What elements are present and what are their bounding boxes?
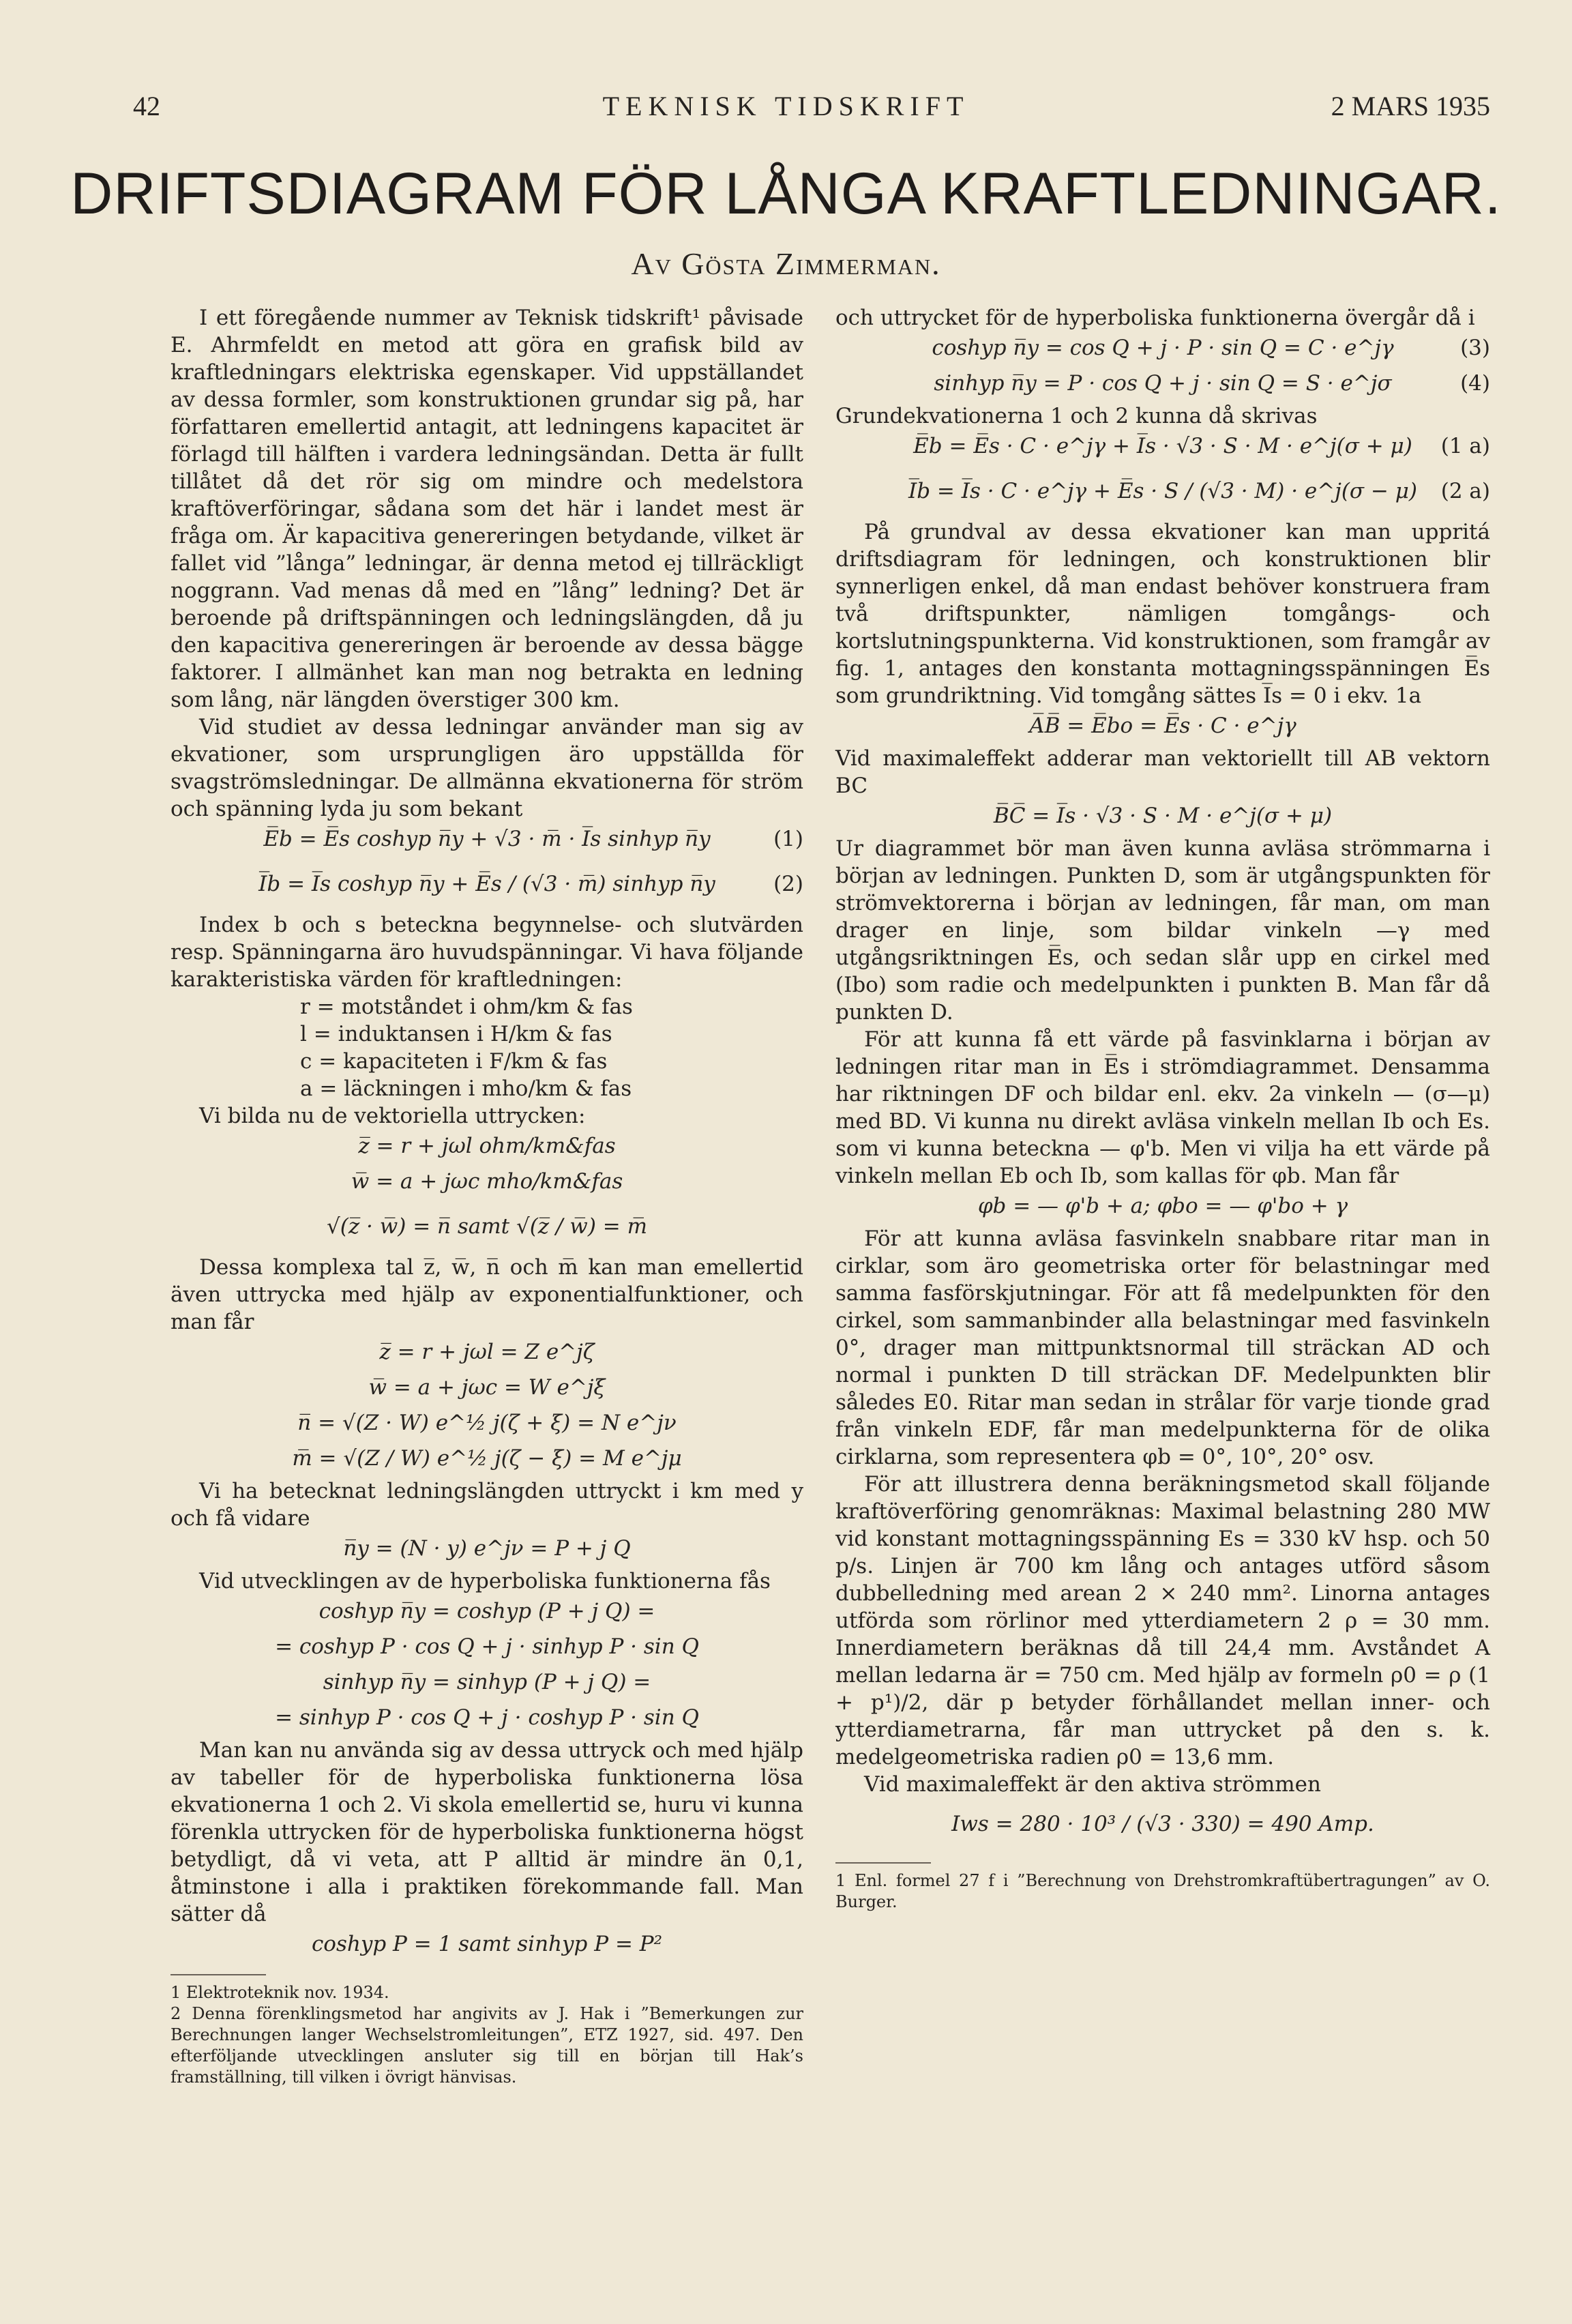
equation [170,1442,803,1477]
paragraph: Vid maximaleffekt är den aktiva strömmen [864,1772,1321,1797]
equation-body: A̅B̅ = E̅bo = E̅s · C · e^jγ [1029,714,1296,738]
journal-name: TEKNISK TIDSKRIFT [602,91,970,121]
equation-body: w̅ = a + jωc = W e^jξ [368,1375,606,1400]
equation [170,1532,803,1568]
definition: c = kapaciteten i F/km & fas [300,1049,608,1074]
paragraph: Vi ha betecknat ledningslängden uttryckt i km med y och få vidare [170,1479,803,1531]
equation-number: (2 a) [1440,479,1490,503]
equation-number: (1 a) [1440,434,1490,458]
equation-body: coshyp n̅y = cos Q + j · P · sin Q = C · e^jγ [932,336,1394,360]
page-number: 42 [133,91,160,121]
equation [170,1407,803,1442]
right-column [835,304,1490,1913]
paragraph: Ur diagrammet bör man även kunna avläsa strömmarna i början av ledningen. Punkten D, som är utgångspunkten för strömvektorerna i början av ledningen, får man, om man drager en linje, som bildar vinkeln —γ med utgångsriktningen E̅s, och sedan slår upp en cirkel med (Ibo) som radie och medelpunkten i punkten B. Man får då punkten D. [835,836,1490,1025]
issue-date: 2 MARS 1935 [1331,91,1490,121]
equation-body: Iws = 280 · 10³ / (√3 · 330) = 490 Amp. [951,1812,1374,1836]
equation [170,1630,803,1666]
equation [835,367,1490,402]
equation [835,332,1490,367]
equation-body: coshyp P = 1 samt sinhyp P = P² [311,1932,663,1956]
paragraph: I ett föregående nummer av Teknisk tidskrift¹ påvisade E. Ahrmfeldt en metod att göra en grafisk bild av kraftledningars elektriska egenskaper. Vid uppställandet av dessa formler, som konstruktionen grundar sig på, har författaren emellertid antagit, att ledningens kapacitet är förlagd till hälften i vardera ledningsändan. Detta är fullt tillåtet då det rör sig om mindre och medelstora kraftöverföringar, sådana som det här i landet mest är fråga om. Är kapacitiva genereringen betydande, vilket är fallet vid ”långa” ledningar, är denna metod ej tillräckligt noggrann. Vad menas då med en ”lång” ledning? Det är beroende på driftspänningen och ledningslängden, då ju den kapacitiva genereringen är beroende av dessa bägge faktorer. I allmänhet kan man nog betrakta en ledning som lång, när längden överstiger 300 km. [170,306,803,712]
equation [170,1928,803,1963]
paragraph: och uttrycket för de hyperboliska funktionerna övergår då i [835,306,1475,330]
equation [835,799,1490,835]
equation [170,1701,803,1737]
equation [170,823,803,858]
equation [170,1336,803,1371]
paragraph: För att kunna avläsa fasvinkeln snabbare ritar man in cirklar, som äro geometriska orter för belastningar med samma fasförskjutningar. För att få medelpunkten för den cirkel, som sammanbinder alla belastningar med fasvinkeln 0°, drager man mittpunktsnormal till sträckan AD och normal i punkten D till sträckan DF. Medelpunkten blir således E0. Ritar man sedan in strålar för varje tionde grad från vinkeln EDF, får man medelpunkterna för de olika cirklarna, som representera φb = 0°, 10°, 20° osv. [835,1226,1490,1469]
equation-number: (4) [1460,371,1490,396]
paragraph: För att kunna få ett värde på fasvinklarna i början av ledningen ritar man in E̅s i strömdiagrammet. Densamma har riktningen DF och bildar enl. ekv. 2a vinkeln — (σ—μ) med BD. Vi kunna nu direkt avläsa vinkeln mellan Ib och Es. som vi kunna beteckna — φ'b. Men vi vilja ha ett värde på vinkeln mellan Eb och Ib, som kallas för φb. Man får [835,1027,1490,1188]
equation [170,1371,803,1407]
equation-body: √(z̅ · w̅) = n̅ samt √(z̅ / w̅) = m̅ [326,1214,647,1239]
equation-body: E̅b = E̅s · C · e^jγ + I̅s · √3 · S · M · e^j(σ + μ) [913,434,1412,458]
equation [835,430,1490,465]
equation-body: n̅ = √(Z · W) e^½ j(ζ + ξ) = N e^jν [297,1411,677,1435]
paragraph: Vid studiet av dessa ledningar använder man sig av ekvationer, som ursprungligen äro uppställda för svagströmsledningar. De allmänna ekvationerna för ström och spänning lyda ju som bekant [170,715,803,821]
paragraph: Vid utvecklingen av de hyperboliska funktionerna fås [199,1569,771,1593]
paragraph: Grundekvationerna 1 och 2 kunna då skrivas [835,404,1318,428]
definition: r = motståndet i ohm/km & fas [300,995,633,1019]
equation [835,465,1490,518]
equation [170,1595,803,1630]
equation [835,1190,1490,1225]
equation-body: φb = — φ'b + a; φbo = — φ'bo + γ [977,1194,1348,1218]
paragraph: Index b och s beteckna begynnelse- och slutvärden resp. Spänningarna äro huvudspänningar. Vi hava följande karakteristiska värden för kraftledningen: [170,913,803,992]
paragraph: För att illustrera denna beräkningsmetod skall följande kraftöverföring genomräknas: Maximal belastning 280 MW vid konstant mottagningsspänning Es = 330 kV hsp. och 50 p/s. Linjen är 700 km lång och antages utförd såsom dubbelledning med arean 2 × 240 mm². Linorna antages utförda som rörlinor med ytterdiametern 2 ρ = 30 mm. Innerdiametern beräknas då till 24,4 mm. Avståndet A mellan ledarna är = 750 cm. Med hjälp av formeln ρ0 = ρ (1 + p¹)/2, där p betyder förhållandet mellan inner- och ytterdiametrarna, får man uttrycket på den s. k. medelgeometriska radien ρ0 = 13,6 mm. [835,1472,1490,1769]
equation-body: sinhyp n̅y = sinhyp (P + j Q) = [323,1670,651,1694]
definition: a = läckningen i mho/km & fas [300,1076,632,1101]
equation-number: (3) [1460,336,1490,360]
equation-body: I̅b = I̅s · C · e^jγ + E̅s · S / (√3 · M) · e^j(σ − μ) [908,479,1418,503]
footnote: 1 Elektroteknik nov. 1934. [170,1983,389,2002]
equation-body: m̅ = √(Z / W) e^½ j(ζ − ξ) = M e^jμ [292,1446,682,1471]
paragraph: Vi bilda nu de vektoriella uttrycken: [199,1104,586,1128]
equation-body: sinhyp n̅y = P · cos Q + j · sin Q = S · e^jσ [934,371,1392,396]
equation [835,1798,1490,1851]
equation-body: w̅ = a + jωc mho/km&fas [351,1169,623,1194]
equation-body: z̅ = r + jωl ohm/km&fas [358,1134,616,1158]
left-column [170,304,803,2088]
paragraph: Vid maximaleffekt adderar man vektoriellt till AB vektorn BC [835,746,1490,798]
equation [170,1130,803,1165]
equation-body: E̅b = E̅s coshyp n̅y + √3 · m̅ · I̅s sinhyp n̅y [263,827,711,851]
equation-number: (2) [773,872,803,896]
definition: l = induktansen i H/km & fas [300,1022,612,1046]
equation-body: = sinhyp P · cos Q + j · coshyp P · sin Q [275,1705,699,1730]
equation [170,1201,803,1254]
equation [170,1165,803,1201]
page-header [0,90,1572,131]
article-title: DRIFTSDIAGRAM FÖR LÅNGA KRAFTLEDNINGAR. [70,161,1502,226]
equation-number: (1) [773,827,803,851]
equation-body: I̅b = I̅s coshyp n̅y + E̅s / (√3 · m̅) sinhyp n̅y [258,872,715,896]
paragraph: Dessa komplexa tal z̅, w̅, n̅ och m̅ kan man emellertid även uttrycka med hjälp av exponentialfunktioner, och man får [170,1255,803,1334]
equation-body: z̅ = r + jωl = Z e^jζ [379,1340,595,1364]
article-byline: Av Gösta Zimmerman. [631,246,941,281]
paragraph: På grundval av dessa ekvationer kan man uppritá driftsdiagram för ledningen, och konstruktionen blir synnerligen enkel, då man endast behöver konstruera fram två driftspunkter, nämligen tomgångs- och kortslutningspunkterna. Vid konstruktionen, som framgår av fig. 1, antages den konstanta mottagningsspänningen E̅s som grundriktning. Vid tomgång sättes I̅s = 0 i ekv. 1a [835,520,1490,708]
equation-body: coshyp n̅y = coshyp (P + j Q) = [318,1599,655,1623]
footnote-rule [835,1862,931,1864]
equation-body: B̅C̅ = I̅s · √3 · S · M · e^j(σ + μ) [993,804,1333,828]
equation-body: n̅y = (N · y) e^jν = P + j Q [343,1536,631,1561]
paragraph: Man kan nu använda sig av dessa uttryck och med hjälp av tabeller för de hyperboliska funktionerna lösa ekvationerna 1 och 2. Vi skola emellertid se, huru vi kunna förenkla uttrycken för de hyperboliska funktionerna högst betydligt, då vi veta, att P alltid är mindre än 0,1, åtminstone i alla i praktiken förekommande fall. Man sätter då [170,1738,803,1926]
footnote: 2 Denna förenklingsmetod har angivits av J. Hak i ”Bemerkungen zur Berechnungen langer Wechselstromleitungen”, ETZ 1927, sid. 497. Den efterföljande utvecklingen ansluter sig till en början till Hak’s framställning, till vilken i övrigt hänvisas. [170,2004,803,2087]
equation [170,858,803,911]
equation [170,1666,803,1701]
equation-body: = coshyp P · cos Q + j · sinhyp P · sin Q [275,1634,699,1659]
footnote: 1 Enl. formel 27 f i ”Berechnung von Drehstromkraftübertragungen” av O. Burger. [835,1871,1490,1911]
equation [835,709,1490,745]
footnote-rule [170,1974,266,1975]
